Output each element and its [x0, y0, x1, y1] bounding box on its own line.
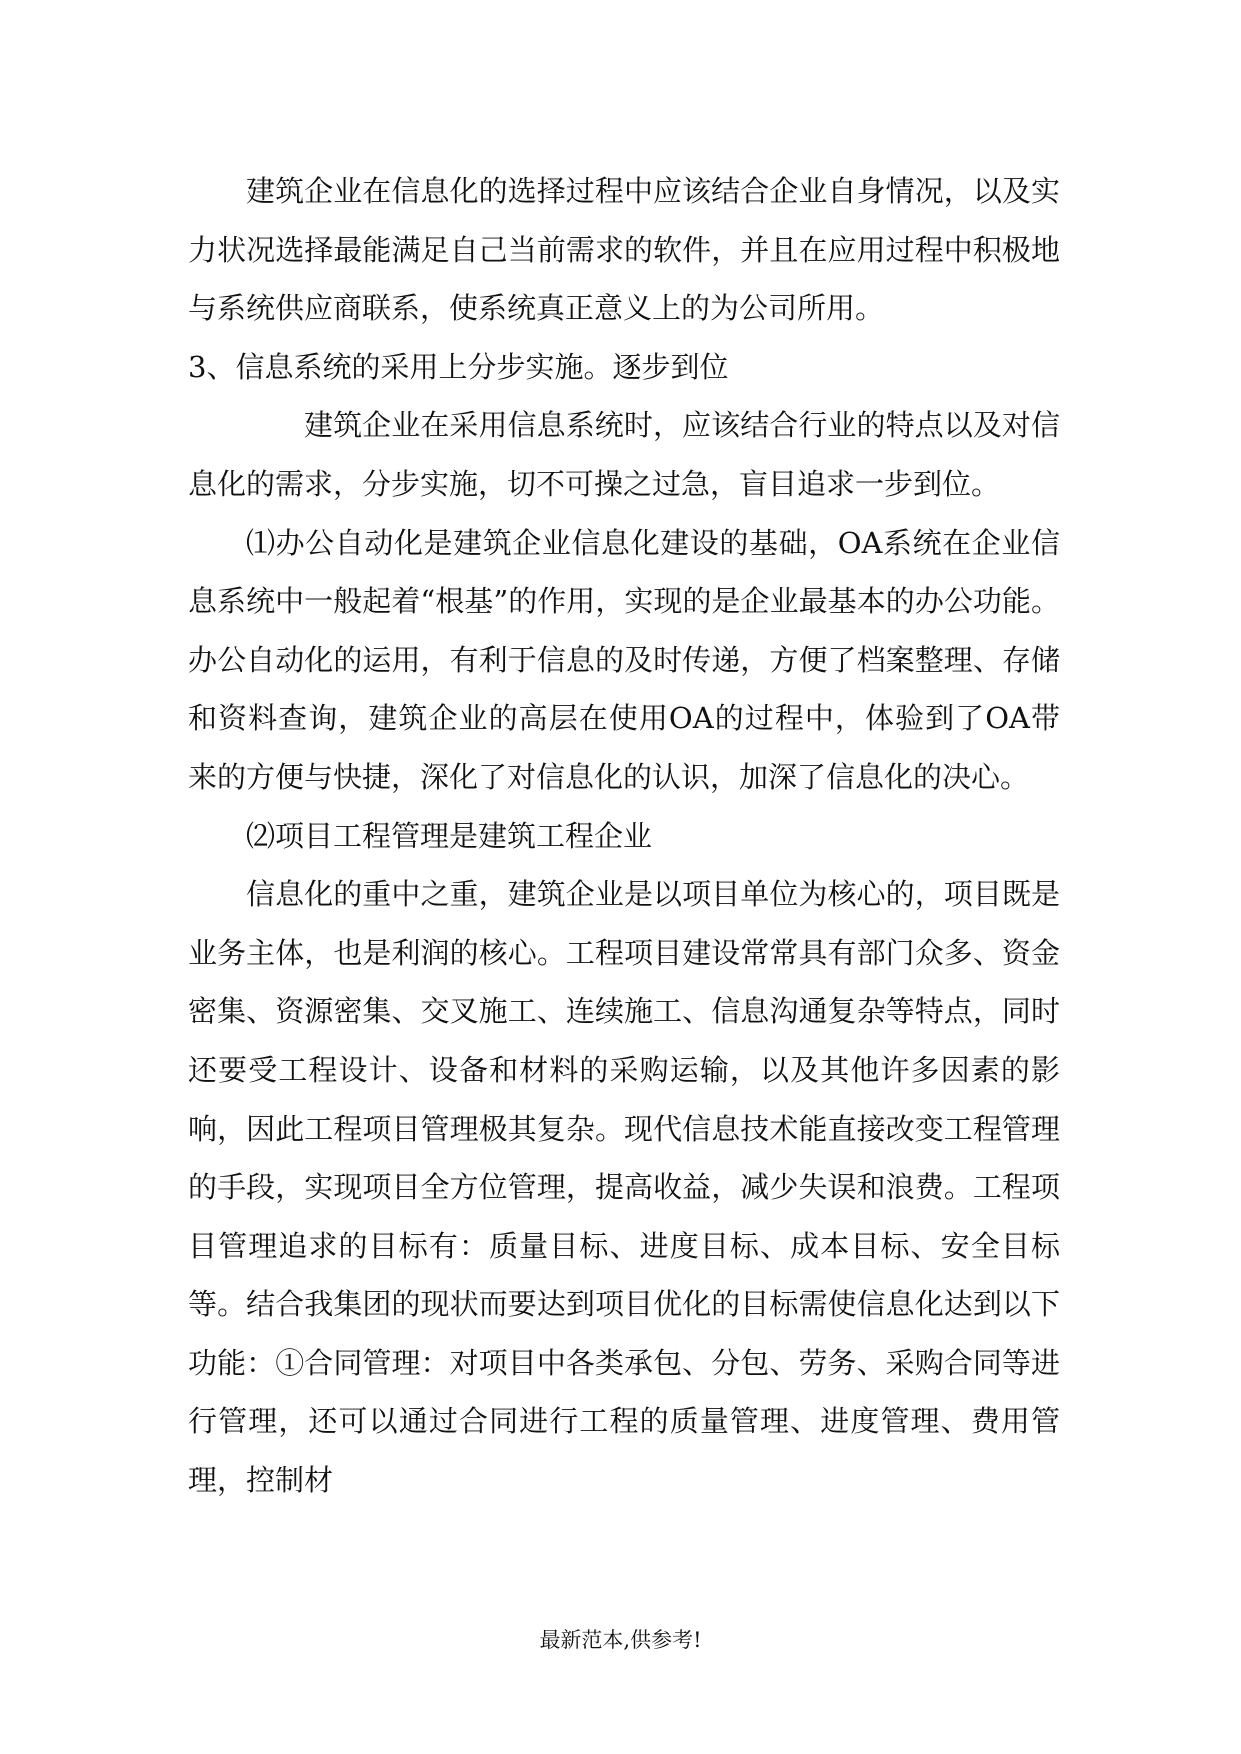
page-footer: 最新范本,供参考!: [539, 1628, 702, 1652]
section-heading-3: 3、信息系统的采用上分步实施。逐步到位: [188, 349, 729, 384]
paragraph-project-management: 信息化的重中之重，建筑企业是以项目单位为核心的，项目既是业务主体，也是利润的核心。工程项目建设常常具有部门众多、资金密集、资源密集、交叉施工、连续施工、信息沟通复杂等特点，同时还要受工程设计、设备和材料的采购运输，以及其他许多因素的影响，因此工程项目管理极其复杂。现代信息技术能直接改变工程管理的手段，实现项目全方位管理，提高收益，减少失误和浪费。工程项目管理追求的目标有：质量目标、进度目标、成本目标、安全目标等。结合我集团的现状而要达到项目优化的目标需使信息化达到以下功能：①合同管理：对项目中各类承包、分包、劳务、采购合同等进行管理，还可以通过合同进行工程的质量管理、进度管理、费用管理，控制材: [188, 877, 1060, 1498]
paragraph-project-management-heading: ⑵项目工程管理是建筑工程企业: [246, 818, 653, 853]
paragraph-software-selection: 建筑企业在信息化的选择过程中应该结合企业自身情况，以及实力状况选择最能满足自己当前需求的软件，并且在应用过程中积极地与系统供应商联系，使系统真正意义上的为公司所用。: [188, 174, 1060, 326]
document-body: [188, 162, 1060, 1510]
paragraph-office-automation: ⑴办公自动化是建筑企业信息化建设的基础，OA系统在企业信息系统中一般起着“根基”的作用，实现的是企业最基本的办公功能。办公自动化的运用，有利于信息的及时传递，方便了档案整理、存储和资料查询，建筑企业的高层在使用OA的过程中，体验到了OA带来的方便与快捷，深化了对信息化的认识，加深了信息化的决心。: [188, 525, 1060, 794]
paragraph-stepwise-implementation: 建筑企业在采用信息系统时，应该结合行业的特点以及对信息化的需求，分步实施，切不可操之过急，盲目追求一步到位。: [188, 408, 1060, 501]
